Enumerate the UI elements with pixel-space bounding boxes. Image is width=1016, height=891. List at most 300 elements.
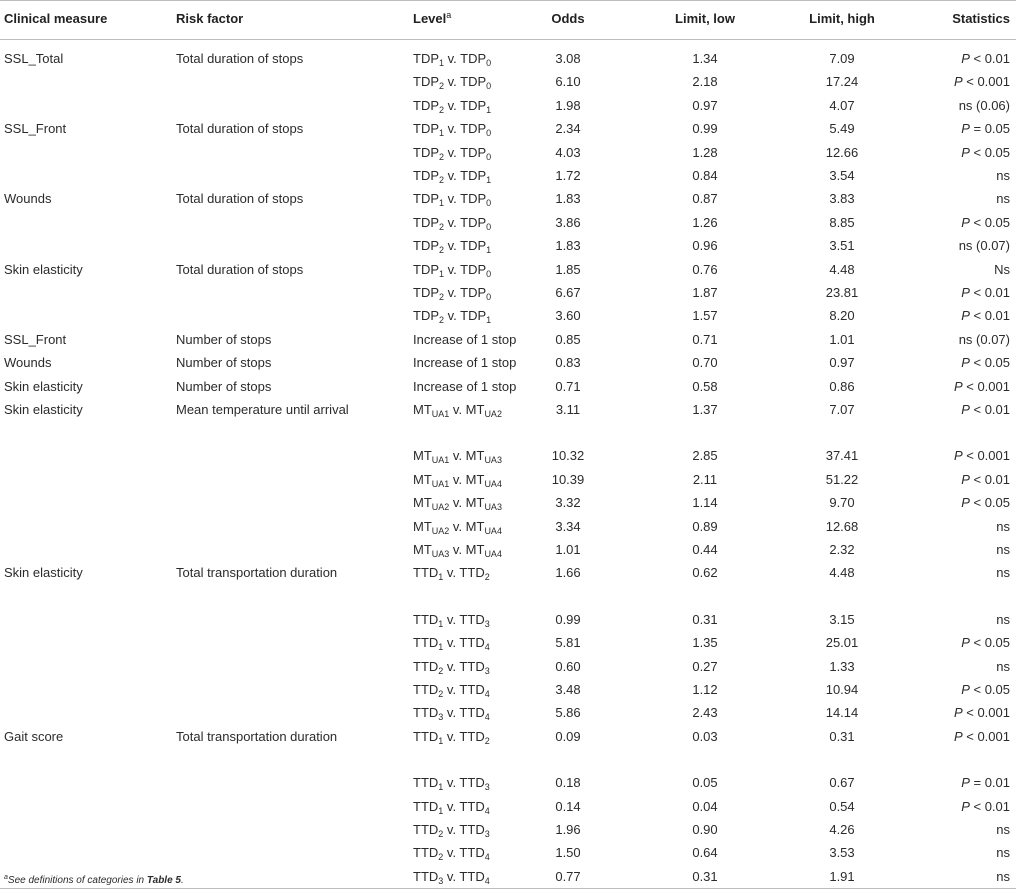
header-odds: Odds [551,11,585,26]
limit-low-cell: 0.99 [692,121,718,137]
odds-cell: 4.03 [555,144,581,160]
odds-cell: 6.10 [555,74,581,90]
odds-cell: 1.72 [555,168,581,183]
limit-low-cell: 1.34 [692,51,718,66]
level-subscript: 1 [439,128,445,139]
limit-high-cell: 5.49 [829,121,855,137]
level-cell [413,379,516,395]
statistics-cell [961,775,1010,791]
risk-factor-cell: Number of stops [176,331,272,347]
level-subscript: 1 [439,58,445,68]
odds-cell: 3.48 [555,682,581,697]
odds-cell: 3.11 [555,402,581,417]
level-subscript: 0 [486,81,492,92]
level-cell [413,822,490,838]
limit-low-cell: 0.04 [692,798,718,814]
level-cell [413,705,490,721]
limit-low-cell: 0.27 [692,658,718,674]
p-symbol: P [961,51,970,66]
level-subscript: 1 [438,642,444,653]
p-symbol: P [961,214,970,230]
level-subscript: 1 [438,572,444,583]
table-bottom-rule [0,888,1016,889]
level-cell [413,775,490,791]
statistic-value: = 0.05 [969,121,1010,137]
level-text: TDP [413,191,439,207]
statistic-value: < 0.05 [969,635,1010,651]
limit-high-cell: 1.01 [829,331,855,347]
level-subscript: 0 [486,221,492,232]
limit-high-cell: 17.24 [825,74,859,90]
level-subscript: 4 [484,805,490,816]
level-text: v. TTD [443,775,485,791]
statistic-value: < 0.05 [969,355,1010,371]
header-limit-low: Limit, low [675,11,735,26]
statistic-value: < 0.05 [969,144,1010,160]
statistics-cell [954,729,1010,745]
level-text: TDP [413,261,439,277]
level-subscript: 1 [486,175,492,185]
limit-low-cell: 0.96 [692,238,718,254]
statistics-cell [996,191,1010,207]
odds-cell: 3.32 [555,495,581,511]
statistics-cell [954,705,1010,721]
odds-cell: 6.67 [555,285,581,300]
level-text: TTD [413,822,439,837]
statistics-cell [996,542,1010,558]
odds-cell: 3.34 [555,518,581,534]
limit-low-cell: 0.97 [692,97,718,113]
statistic-value: Ns [994,261,1010,277]
level-text: v. TDP [444,74,487,90]
odds-cell: 0.83 [555,355,581,371]
statistic-value: ns [996,542,1010,557]
level-text: v. TTD [443,822,485,837]
level-text: TDP [413,238,439,254]
limit-high-cell: 0.67 [829,775,855,791]
level-text: TTD [413,728,439,744]
level-text: v. TDP [444,144,487,160]
level-cell [413,682,490,698]
level-cell [413,799,490,815]
statistic-value: < 0.01 [969,798,1010,814]
statistics-cell [961,402,1010,418]
header-risk-factor: Risk factor [176,11,244,26]
statistics-cell [961,682,1010,698]
level-subscript: 2 [439,175,445,185]
statistic-value: < 0.01 [969,402,1010,417]
level-cell [413,74,491,90]
level-cell [413,845,490,861]
limit-low-cell: 2.43 [692,705,718,721]
header-level [413,11,451,26]
level-text: MT [413,448,432,464]
statistics-cell [961,51,1010,67]
odds-cell: 0.99 [555,611,581,627]
level-subscript: 1 [438,805,444,816]
level-subscript: 3 [438,712,444,723]
level-subscript: UA1 [431,478,450,489]
statistic-value: < 0.05 [969,214,1010,230]
odds-cell: 3.08 [555,51,581,66]
limit-high-cell: 3.83 [829,191,855,207]
statistic-value: < 0.01 [969,285,1010,300]
statistics-cell [961,145,1010,161]
statistics-cell [959,332,1010,348]
limit-high-cell: 0.86 [829,378,855,394]
p-symbol: P [961,285,970,300]
p-symbol: P [961,308,970,324]
level-subscript: 2 [439,81,445,92]
level-text: TTD [413,565,439,581]
p-symbol: P [953,378,963,394]
level-cell [413,612,490,628]
odds-cell: 0.09 [555,728,581,744]
footnote-marker: a [4,874,8,881]
level-text: v. MT [449,448,485,464]
table-footnote [4,875,184,886]
risk-factor-cell: Mean temperature until arrival [176,402,349,417]
statistic-value: < 0.001 [962,448,1010,464]
level-text: v. MT [449,542,485,557]
level-subscript: 2 [438,852,444,863]
header-limit-high: Limit, high [809,11,875,26]
clinical-measure-cell: Skin elasticity [4,378,83,394]
level-text: TDP [413,74,439,90]
level-subscript: 0 [486,58,492,68]
statistics-cell [961,285,1010,301]
statistic-value: ns (0.06) [958,97,1010,113]
limit-low-cell: 1.14 [692,495,718,511]
level-cell [413,285,491,301]
limit-low-cell: 0.84 [692,168,718,183]
statistic-value: ns [996,565,1010,581]
limit-low-cell: 2.85 [692,448,718,464]
level-cell [413,519,502,535]
level-subscript: 0 [486,128,492,139]
header-level-text: Level [413,11,447,26]
limit-low-cell: 1.57 [692,308,718,324]
level-subscript: 0 [486,151,492,162]
level-subscript: 2 [484,572,490,583]
statistics-cell [961,215,1010,231]
p-symbol: P [961,144,970,160]
statistic-value: < 0.01 [969,471,1010,487]
level-text: v. TTD [443,611,485,627]
statistics-cell [961,635,1010,651]
limit-high-cell: 3.53 [829,845,855,861]
level-subscript: 3 [484,782,490,793]
p-symbol: P [961,775,970,791]
level-subscript: 2 [484,735,490,746]
p-symbol: P [961,355,970,371]
level-subscript: 4 [484,712,490,723]
level-text: TTD [413,611,439,627]
level-subscript: UA4 [484,549,502,559]
level-subscript: UA1 [431,455,450,466]
level-text: v. TDP [444,308,487,324]
level-text: TDP [413,51,439,66]
limit-high-cell: 23.81 [825,285,859,300]
limit-high-cell: 37.41 [825,448,859,464]
statistics-cell [996,869,1010,885]
statistic-value: < 0.001 [962,705,1010,721]
level-subscript: 2 [438,829,444,839]
level-text: TTD [413,658,439,674]
limit-low-cell: 1.87 [692,285,718,300]
odds-cell: 0.85 [555,331,581,347]
limit-high-cell: 25.01 [825,635,859,651]
level-cell [413,145,491,161]
level-text: TTD [413,845,439,861]
level-subscript: 1 [438,782,444,793]
statistic-value: ns [996,658,1010,674]
level-subscript: 0 [486,268,492,279]
level-cell [413,635,490,651]
limit-low-cell: 0.03 [692,728,718,744]
level-cell [413,729,490,745]
statistic-value: < 0.001 [962,378,1010,394]
level-subscript: 0 [486,198,492,209]
level-text: TDP [413,144,439,160]
limit-high-cell: 8.85 [829,214,855,230]
level-subscript: UA2 [431,502,450,513]
level-cell [413,565,490,581]
limit-low-cell: 1.26 [692,214,718,230]
level-subscript: 1 [438,735,444,746]
odds-cell: 0.77 [555,868,581,884]
level-subscript: 2 [439,292,445,302]
clinical-measure-cell: Wounds [4,355,52,371]
header-clinical-measure: Clinical measure [4,11,108,26]
level-cell [413,869,490,885]
p-symbol: P [953,705,963,721]
level-text: TTD [413,705,439,721]
p-symbol: P [953,74,963,90]
odds-cell: 2.34 [555,121,581,137]
statistic-value: < 0.001 [962,74,1010,90]
level-text: TDP [413,121,439,137]
limit-low-cell: 1.35 [692,635,718,651]
level-subscript: 2 [438,665,444,676]
level-subscript: 1 [438,618,444,629]
level-subscript: 4 [484,852,490,863]
odds-cell: 5.86 [555,705,581,721]
level-text: v. TTD [443,682,485,697]
risk-factor-cell: Total duration of stops [176,261,304,277]
level-subscript: UA3 [484,455,502,466]
level-cell [413,402,502,418]
level-text: v. TDP [444,285,487,300]
odds-cell: 0.60 [555,658,581,674]
limit-high-cell: 9.70 [829,495,855,511]
header-statistics: Statistics [952,11,1010,26]
odds-cell: 1.96 [555,822,581,837]
p-symbol: P [961,121,970,137]
level-text: v. MT [449,495,485,511]
level-subscript: 0 [486,292,492,302]
level-cell [413,215,491,231]
level-cell [413,659,490,675]
level-text: v. TDP [444,168,487,183]
level-subscript: UA4 [484,478,502,489]
level-cell [413,168,491,184]
level-subscript: 2 [438,689,444,699]
level-cell [413,448,502,464]
level-text: MT [413,402,432,417]
header-level-footnote-marker: a [446,10,452,20]
level-text: v. TDP [444,214,487,230]
level-text: v. TTD [443,635,485,651]
statistic-value: < 0.05 [969,682,1010,697]
odds-cell: 1.98 [555,97,581,113]
p-symbol: P [953,448,963,464]
level-text: Increase of 1 stop [413,355,517,371]
level-text: v. TDP [444,97,487,113]
limit-high-cell: 4.26 [829,822,855,837]
level-cell [413,472,502,488]
limit-low-cell: 1.12 [692,682,718,697]
limit-high-cell: 51.22 [825,471,859,487]
statistic-value: ns [996,518,1010,534]
level-cell [413,308,491,324]
statistics-cell [954,379,1010,395]
level-text: v. TDP [444,238,487,254]
level-subscript: UA2 [431,525,450,536]
clinical-measure-cell: Gait score [4,728,64,744]
statistic-value: ns [996,868,1010,884]
limit-high-cell: 4.48 [829,261,855,277]
level-text: v. MT [449,402,485,417]
limit-low-cell: 0.44 [692,542,718,557]
level-subscript: UA3 [431,549,450,559]
level-cell [413,355,516,371]
level-subscript: UA4 [484,525,502,536]
level-subscript: 3 [438,875,444,886]
odds-cell: 1.50 [555,845,581,861]
statistic-value: ns [996,611,1010,627]
statistics-cell [994,262,1010,278]
level-text: v. TTD [443,798,485,814]
odds-cell: 0.18 [555,775,581,791]
statistics-cell [954,448,1010,464]
level-text: v. TTD [443,845,485,861]
limit-high-cell: 8.20 [829,308,855,324]
level-subscript: 4 [484,642,490,653]
level-text: v. MT [449,471,485,487]
level-text: TTD [413,775,439,791]
limit-high-cell: 0.54 [829,798,855,814]
p-symbol: P [961,682,970,697]
level-text: v. TTD [443,705,485,721]
level-subscript: 2 [439,151,445,162]
p-symbol: P [961,798,970,814]
level-text: v. TTD [443,728,485,744]
level-cell [413,332,516,348]
limit-high-cell: 14.14 [825,705,859,721]
level-cell [413,238,491,254]
statistics-cell [996,519,1010,535]
statistics-cell [961,355,1010,371]
odds-cell: 3.60 [555,308,581,324]
level-text: TTD [413,798,439,814]
p-symbol: P [961,495,970,511]
limit-high-cell: 3.54 [829,168,855,183]
level-text: TDP [413,285,439,300]
statistic-value: < 0.001 [962,728,1010,744]
limit-low-cell: 1.37 [692,402,718,417]
limit-low-cell: 2.11 [692,471,718,487]
odds-cell: 1.83 [555,191,581,207]
statistic-value: ns [996,845,1010,861]
limit-high-cell: 3.51 [829,238,855,254]
level-text: MT [413,518,432,534]
level-text: v. TDP [444,121,487,137]
statistics-cell [996,168,1010,184]
p-symbol: P [961,402,970,417]
limit-high-cell: 2.32 [829,542,855,557]
level-text: TDP [413,214,439,230]
level-subscript: 1 [439,198,445,209]
level-text: v. TTD [443,658,485,674]
statistics-cell [961,799,1010,815]
level-text: Increase of 1 stop [413,378,517,394]
limit-low-cell: 2.18 [692,74,718,90]
level-cell [413,191,491,207]
limit-high-cell: 1.33 [829,658,855,674]
level-cell [413,542,502,558]
statistic-value: ns (0.07) [958,331,1010,347]
level-text: TDP [413,308,439,324]
level-text: MT [413,495,432,511]
limit-low-cell: 0.87 [692,191,718,207]
statistic-value: ns [996,191,1010,207]
level-cell [413,98,491,114]
level-subscript: UA3 [484,502,502,513]
clinical-measure-cell: Skin elasticity [4,402,83,417]
statistic-value: < 0.01 [969,308,1010,324]
level-cell [413,262,491,278]
statistics-cell [961,495,1010,511]
limit-low-cell: 0.05 [692,775,718,791]
limit-high-cell: 10.94 [825,682,859,697]
level-subscript: 1 [439,268,445,279]
odds-cell: 1.85 [555,261,581,277]
level-text: v. MT [449,518,485,534]
odds-cell: 10.32 [551,448,585,464]
footnote-end: . [180,875,184,886]
level-subscript: 4 [484,689,490,699]
level-text: v. TTD [443,565,485,581]
statistics-cell [996,845,1010,861]
risk-factor-cell: Total transportation duration [176,728,338,744]
limit-high-cell: 4.48 [829,565,855,581]
footnote-text: See definitions of categories in [7,875,147,886]
limit-low-cell: 0.90 [692,822,718,837]
level-text: v. TTD [443,868,485,884]
statistic-value: < 0.01 [969,51,1010,66]
statistic-value: ns [996,822,1010,837]
risk-factor-cell: Number of stops [176,355,272,371]
level-text: TTD [413,868,439,884]
level-text: TDP [413,97,439,113]
level-text: MT [413,542,432,557]
statistics-cell [996,659,1010,675]
clinical-measure-cell: SSL_Front [4,331,67,347]
limit-low-cell: 0.89 [692,518,718,534]
odds-cell: 10.39 [551,471,585,487]
risk-factor-cell: Total duration of stops [176,191,304,207]
